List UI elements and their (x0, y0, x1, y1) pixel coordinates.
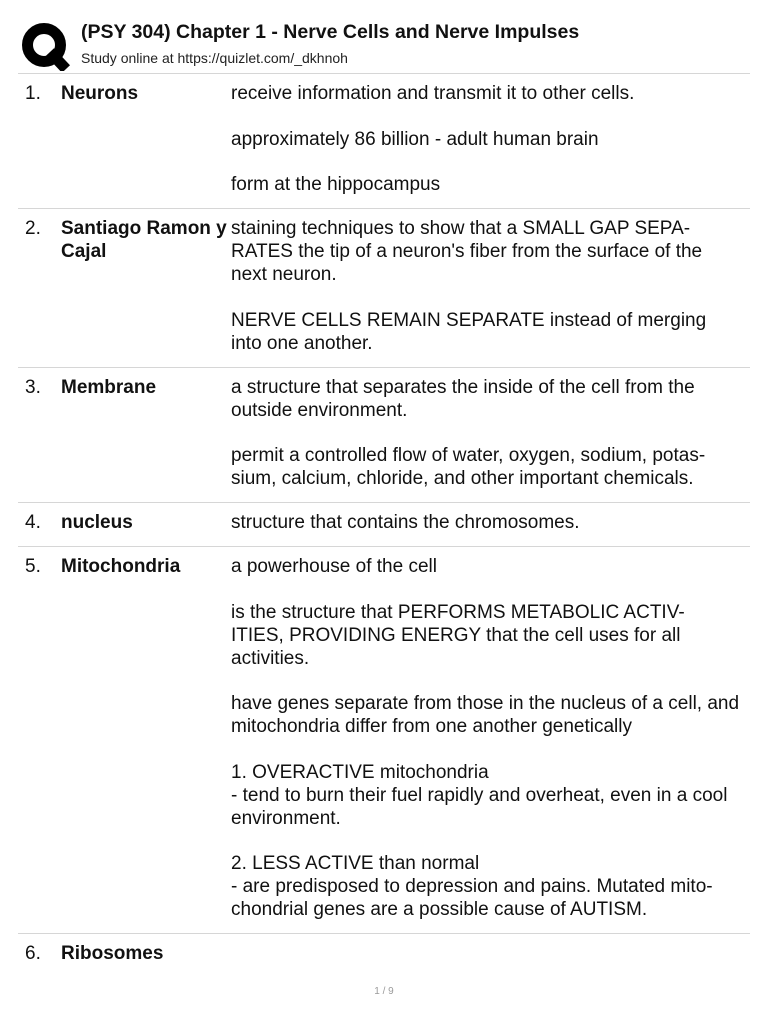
term-row (18, 368, 750, 504)
definition-paragraph: form at the hippocampus (231, 174, 441, 195)
term-name: Neurons (61, 83, 139, 104)
document-title: (PSY 304) Chapter 1 - Nerve Cells and Nerve Impulses (81, 21, 580, 43)
term-row (18, 74, 750, 209)
term-definition (231, 511, 750, 534)
definition-paragraph: structure that contains the chromosomes. (231, 512, 580, 533)
term-name: nucleus (61, 512, 133, 533)
term-name: Ribosomes (61, 943, 164, 964)
term-name: Mitochondria (61, 556, 181, 577)
quizlet-q-logo-icon (20, 21, 70, 71)
term-number: 1. (25, 83, 41, 104)
definition-paragraph: NERVE CELLS REMAIN SEPARATE instead of merging into one another. (231, 309, 707, 354)
term-row (18, 547, 750, 934)
definition-paragraph: 1. OVERACTIVE mitochondria - tend to burn their fuel rapidly and overheat, even in a cool environment. (231, 761, 728, 829)
study-link-text: Study online at https://quizlet.com/_dkhnoh (81, 50, 348, 66)
term-definition (231, 942, 750, 965)
term-name: Santiago Ramon y Cajal (61, 218, 227, 262)
term-row (18, 503, 750, 547)
definition-paragraph: a powerhouse of the cell (231, 556, 437, 577)
definition-paragraph: have genes separate from those in the nucleus of a cell, and mitochondria differ from one another genetically (231, 693, 740, 737)
term-number: 6. (25, 943, 41, 964)
definition-paragraph: 2. LESS ACTIVE than normal - are predisposed to depression and pains. Mutated mito- chondrial genes are a possible cause of AUTISM. (231, 853, 713, 920)
term-definition (231, 82, 750, 196)
page-indicator: 1 / 9 (374, 986, 394, 997)
definition-paragraph: staining techniques to show that a SMALL GAP SEPA- RATES the tip of a neuron's fiber from the surface of the next neuron. (231, 218, 703, 285)
definition-paragraph: approximately 86 billion - adult human brain (231, 128, 599, 150)
term-row (18, 209, 750, 368)
definition-paragraph: permit a controlled flow of water, oxygen, sodium, potas- sium, calcium, chloride, and other important chemicals. (231, 445, 706, 489)
term-definition (231, 217, 750, 355)
term-number: 4. (25, 512, 41, 533)
definition-paragraph: receive information and transmit it to other cells. (231, 83, 635, 104)
term-number: 5. (25, 556, 41, 577)
term-definition (231, 376, 750, 491)
term-row (18, 934, 750, 977)
term-name: Membrane (61, 376, 157, 398)
term-number: 2. (25, 218, 41, 239)
term-definition (231, 555, 750, 921)
definition-paragraph: is the structure that PERFORMS METABOLIC ACTIV- ITIES, PROVIDING ENERGY that the cell uses for all activities. (231, 601, 685, 669)
definition-paragraph: a structure that separates the inside of the cell from the outside environment. (231, 376, 695, 421)
term-number: 3. (25, 376, 41, 398)
document-header (0, 0, 768, 74)
term-list (18, 74, 750, 977)
